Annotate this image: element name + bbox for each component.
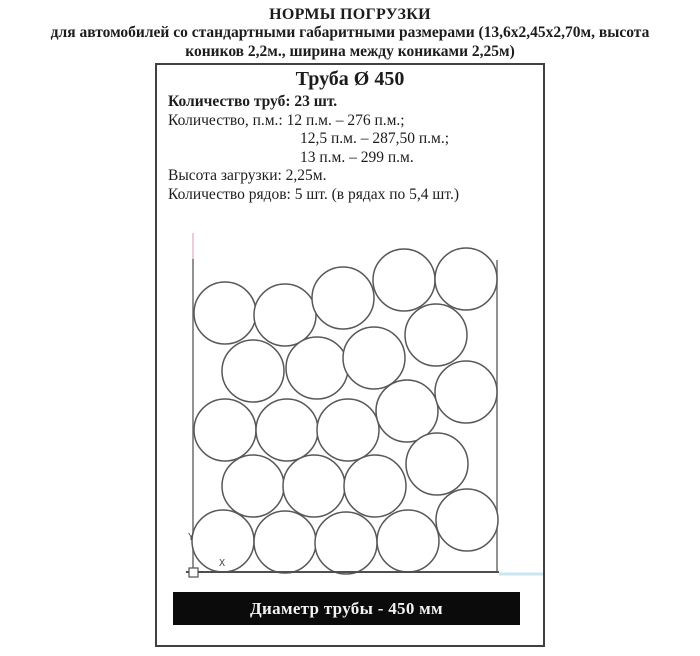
pipe-circle: [377, 510, 439, 572]
pipe-circle: [283, 455, 345, 517]
spec-linear-meters-3: 13 п.м. – 299 п.м.: [300, 148, 414, 166]
pipe-circle: [222, 455, 284, 517]
pipe-circle: [406, 433, 468, 495]
pipe-spec-title: Труба Ø 450: [295, 68, 405, 90]
pipe-circle: [194, 282, 256, 344]
y-axis-label: Y: [188, 532, 195, 543]
pipe-circle: [405, 304, 467, 366]
pipe-stack-diagram: [155, 63, 545, 647]
spec-panel: [155, 63, 545, 647]
origin-marker: [189, 568, 198, 577]
page-header: [0, 5, 700, 61]
pipe-circle: [376, 380, 438, 442]
pipe-circle: [312, 267, 374, 329]
pipe-circle: [436, 489, 498, 551]
spec-pipe-count: Количество труб: 23 шт.: [168, 93, 338, 110]
page-subtitle-line1: для автомобилей со стандартными габаритными размерами (13,6х2,45х2,70м, высота: [50, 24, 650, 41]
diameter-banner: [173, 592, 520, 625]
pipe-circle: [373, 249, 435, 311]
pipe-circle: [256, 399, 318, 461]
pipe-circle: [435, 361, 497, 423]
pipe-circle: [343, 327, 405, 389]
spec-row-count: Количество рядов: 5 шт. (в рядах по 5,4 шт.): [168, 185, 460, 203]
pipe-circle: [222, 340, 284, 402]
pipe-circle: [317, 399, 379, 461]
pipe-circle: [315, 512, 377, 574]
pipe-circle: [435, 248, 497, 310]
pipes-group: [192, 248, 498, 574]
pipe-circle: [254, 284, 316, 346]
diameter-banner-label: Диаметр трубы - 450 мм: [250, 598, 443, 618]
spec-linear-meters-1: Количество, п.м.: 12 п.м. – 276 п.м.;: [168, 111, 405, 129]
spec-load-height: Высота загрузки: 2,25м.: [168, 167, 327, 184]
page-subtitle-line2: коников 2,2м., ширина между кониками 2,25м): [185, 42, 515, 60]
x-axis-label: X: [219, 558, 226, 569]
page-title: НОРМЫ ПОГРУЗКИ: [269, 6, 431, 23]
pipe-circle: [194, 399, 256, 461]
spec-linear-meters-2: 12,5 п.м. – 287,50 п.м.;: [300, 130, 450, 147]
pipe-circle: [286, 337, 348, 399]
pipe-circle: [344, 455, 406, 517]
pipe-circle: [254, 511, 316, 573]
